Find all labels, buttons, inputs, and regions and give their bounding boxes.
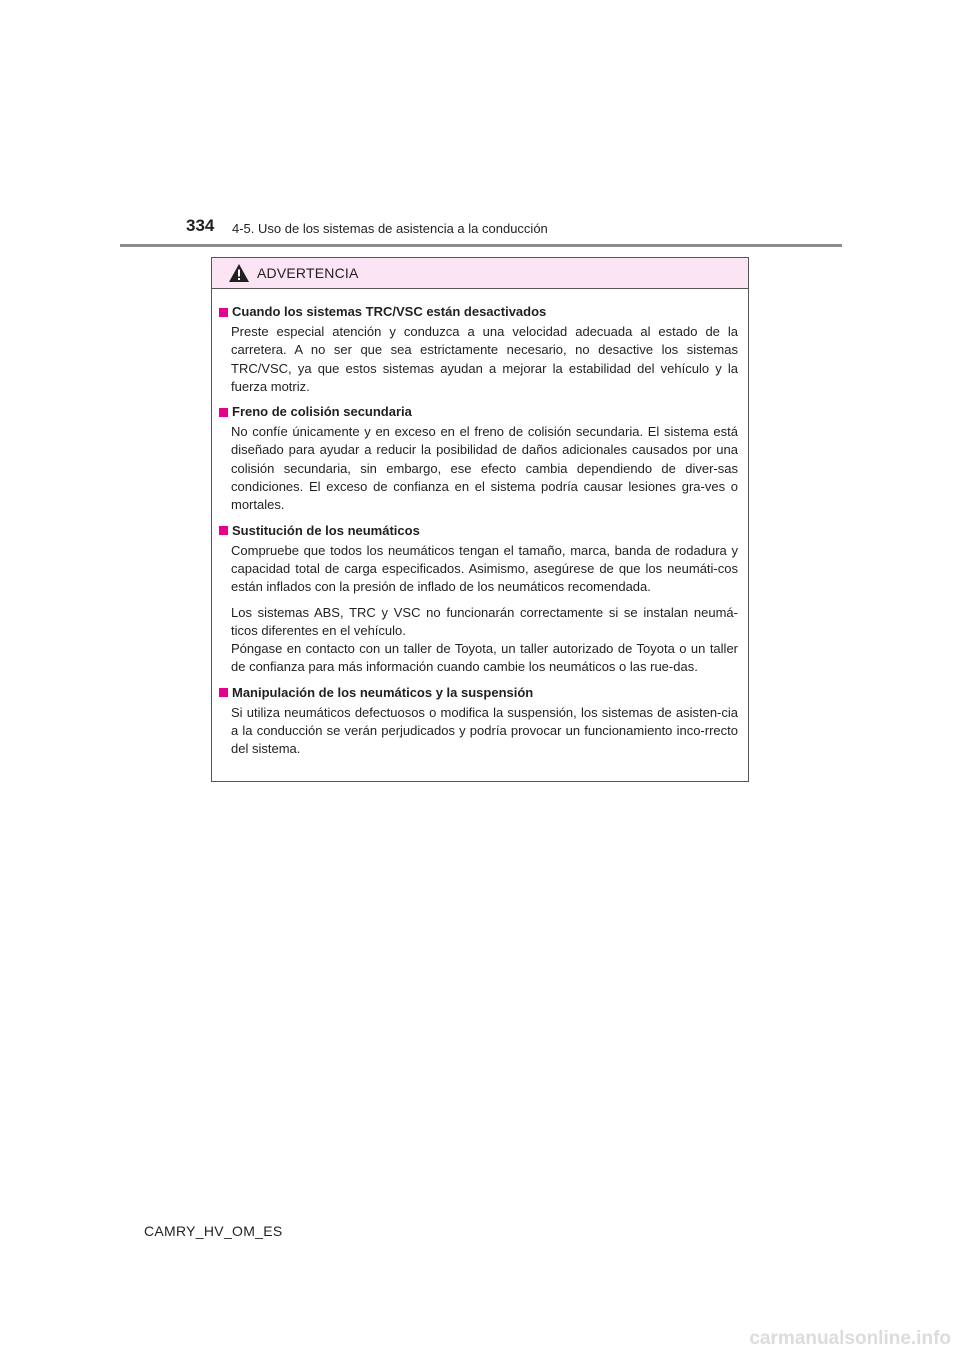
warning-triangle-icon (228, 263, 250, 283)
square-bullet-icon (219, 688, 228, 697)
warning-item (219, 403, 738, 514)
watermark-logo (725, 1323, 953, 1351)
square-bullet-icon (219, 408, 228, 417)
item-heading (219, 684, 738, 702)
warning-item (219, 522, 738, 677)
watermark-text: carmanualsonline.info (749, 1328, 951, 1349)
item-paragraph: Preste especial atención y conduzca a una velocidad adecuada al estado de la carretera. A no ser que sea estrictamente necesario, no desactive los sistemas TRC/VSC, ya que estos sistemas ayudan a mejorar la estabilidad del vehículo y la fuerza motriz. (231, 324, 738, 394)
page-number: 334 (186, 216, 215, 235)
item-paragraph: No confíe únicamente y en exceso en el freno de colisión secundaria. El sistema está diseñado para ayudar a reducir la posibilidad de daños adicionales causados por una colisión secundaria, sin embargo, ese efecto cambia dependiendo de diver-sas condiciones. El exceso de confianza en el sistema podría causar lesiones gra-ves o mortales. (231, 424, 738, 513)
warning-header (212, 258, 748, 289)
warning-body (212, 289, 748, 759)
item-heading-text: Freno de colisión secundaria (232, 404, 412, 420)
warning-box (211, 257, 749, 782)
section-title: 4-5. Uso de los sistemas de asistencia a la conducción (232, 221, 548, 236)
item-paragraph: Los sistemas ABS, TRC y VSC no funcionarán correctamente si se instalan neumá-ticos diferentes en el vehículo. (231, 604, 738, 638)
warning-title: ADVERTENCIA (257, 265, 359, 281)
square-bullet-icon (219, 308, 228, 317)
footer-document-code: CAMRY_HV_OM_ES (144, 1223, 283, 1239)
item-paragraph: Póngase en contacto con un taller de Toyota, un taller autorizado de Toyota o un taller de confianza para más información cuando cambie los neumáticos o las rue-das. (231, 641, 738, 675)
item-heading-text: Manipulación de los neumáticos y la suspensión (232, 684, 534, 700)
header-rule (120, 244, 842, 247)
warning-item (219, 303, 738, 396)
item-heading (219, 403, 738, 421)
item-heading-text: Cuando los sistemas TRC/VSC están desactivados (232, 304, 547, 319)
item-paragraph: Compruebe que todos los neumáticos tengan el tamaño, marca, banda de rodadura y capacidad total de carga especificados. Asimismo, asegúrese de que los neumáti-cos están inflados con la presión de inflado de los neumáticos recomendada. (231, 542, 738, 595)
item-paragraph: Si utiliza neumáticos defectuosos o modifica la suspensión, los sistemas de asisten-cia a la conducción se verán perjudicados y podría provocar un funcionamiento inco-rrecto del sistema. (231, 704, 738, 757)
square-bullet-icon (219, 526, 228, 535)
item-heading (219, 303, 738, 321)
item-heading (219, 522, 738, 540)
warning-item (219, 684, 738, 759)
item-heading-text: Sustitución de los neumáticos (232, 522, 420, 538)
